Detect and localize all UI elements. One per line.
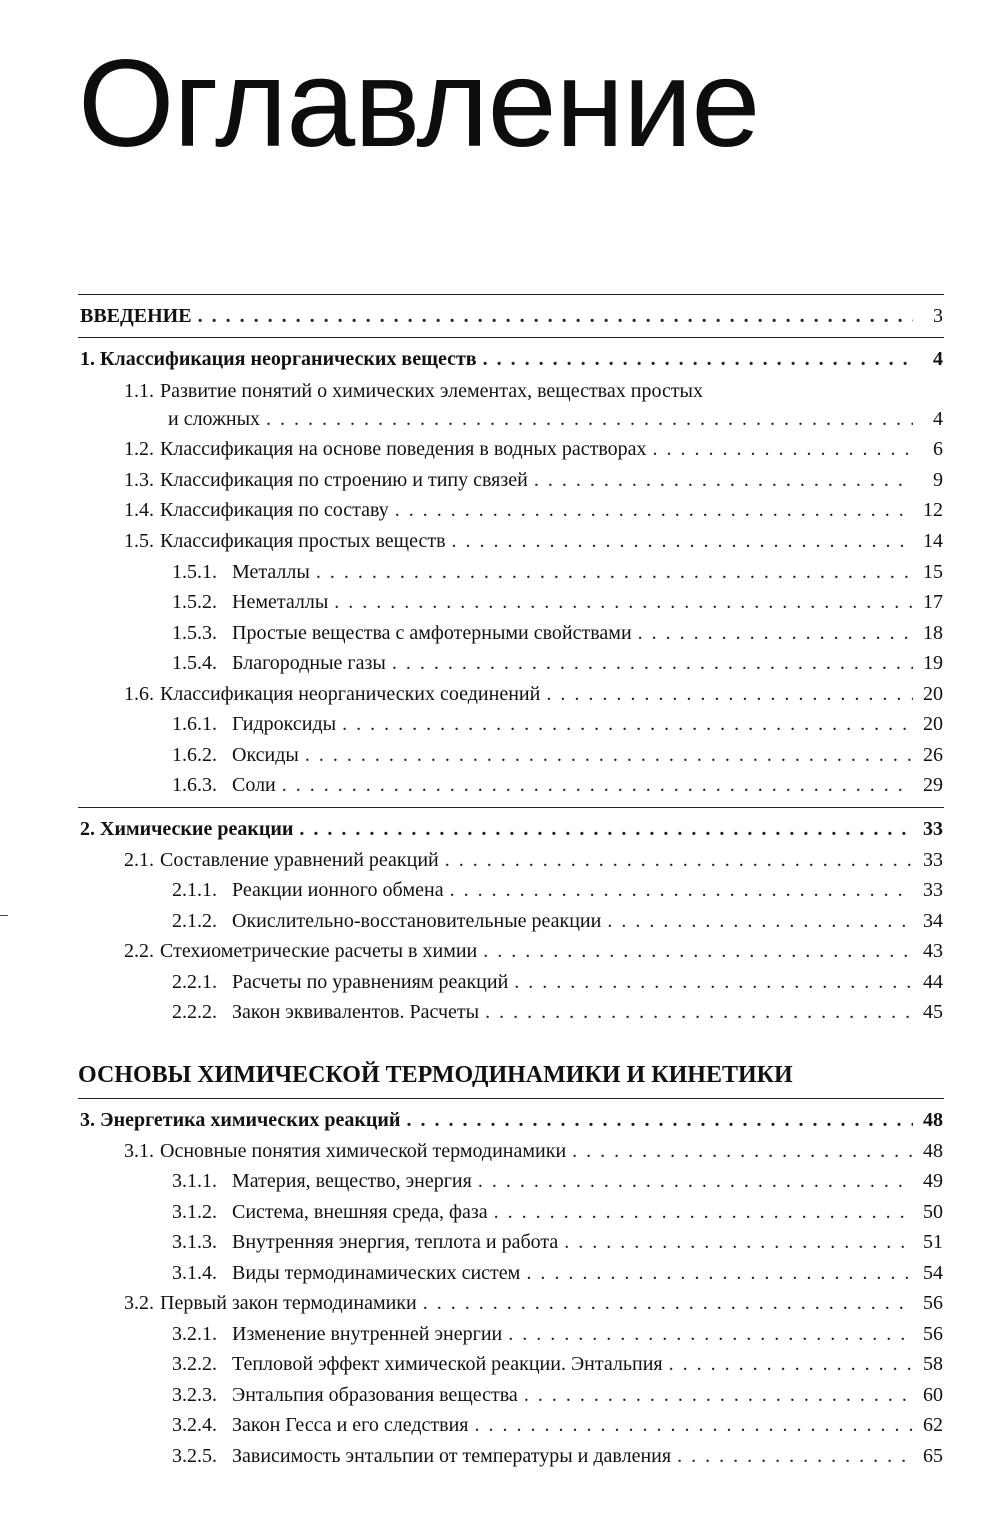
toc-entry-1-6-3[interactable] [172,770,943,800]
toc-entry-number: 1.6.3. [172,774,217,796]
dot-leader [485,997,913,1027]
toc-entry-1-5-4[interactable] [172,648,943,678]
toc-entry-number: 2.2.2. [172,1001,217,1023]
toc-entry-1-4[interactable] [124,495,943,525]
dot-leader [494,1197,913,1227]
toc-entry-1-2[interactable] [124,434,943,464]
toc-entry-label: Составление уравнений реакций [160,849,439,871]
dot-leader [483,344,913,374]
toc-entry-3-2[interactable] [124,1288,943,1318]
toc-entry-label: и сложных [168,408,261,430]
divider-rule [78,337,944,338]
dot-leader [677,1441,913,1471]
toc-entry-label: Гидроксиды [232,713,337,735]
toc-entry-chapter-3[interactable] [80,1105,943,1135]
dot-leader [564,1227,913,1257]
toc-entry-3-1-1[interactable] [172,1166,943,1196]
dot-leader [514,967,913,997]
toc-page-number: 4 [933,408,943,430]
toc-entry-label: Оксиды [232,744,299,766]
toc-entry-1-5-3[interactable] [172,618,943,648]
toc-entry-1-5-2[interactable] [172,587,943,617]
toc-entry-label: Классификация по составу [160,499,389,521]
toc-entry-number: 3.1.1. [172,1170,217,1192]
toc-entry-number: 1.5.4. [172,652,217,674]
toc-entry-number: 3.1.4. [172,1262,217,1284]
toc-entry-number: 1.5. [124,530,154,552]
dot-leader [305,740,913,770]
dot-leader [546,679,913,709]
toc-page-number: 29 [923,774,943,796]
toc-entry-label: Виды термодинамических систем [232,1262,521,1284]
toc-entry-1-6-2[interactable] [172,740,943,770]
toc-entry-label: Расчеты по уравнениям реакций [232,971,509,993]
toc-entry-number: 3.1.3. [172,1231,217,1253]
toc-entry-chapter-2[interactable] [80,814,943,844]
toc-entry-number: 2.1.2. [172,910,217,932]
toc-page-number: 62 [923,1414,943,1436]
toc-entry-number: 3.1.2. [172,1201,217,1223]
dot-leader [445,845,913,875]
toc-page-number: 60 [923,1384,943,1406]
toc-entry-number: 2.1.1. [172,879,217,901]
toc-entry-number: 1.6. [124,683,154,705]
toc-entry-3-1[interactable] [124,1136,943,1166]
dot-leader [478,1166,913,1196]
toc-page-number: 51 [923,1231,943,1253]
toc-entry-label: Соли [232,774,276,796]
toc-entry-label: Развитие понятий о химических элементах, веществах простых [160,380,703,402]
toc-entry-label: Закон эквивалентов. Расчеты [232,1001,480,1023]
toc-page-number: 45 [923,1001,943,1023]
toc-page-number: 12 [923,499,943,521]
toc-entry-3-2-1[interactable] [172,1319,943,1349]
dot-leader [395,495,913,525]
toc-entry-label: ВВЕДЕНИЕ [80,305,192,327]
dot-leader [299,814,913,844]
toc-entry-number: 1.6.2. [172,744,217,766]
toc-entry-3-2-3[interactable] [172,1380,943,1410]
toc-entry-label: Простые вещества с амфотерными свойствами [232,622,632,644]
toc-entry-2-1-2[interactable] [172,906,943,936]
toc-entry-label: Классификация по строению и типу связей [160,469,528,491]
dot-leader [392,648,913,678]
toc-entry-1-1[interactable] [124,376,943,406]
toc-entry-label: Металлы [232,561,310,583]
toc-entry-2-1-1[interactable] [172,875,943,905]
dot-leader [198,301,913,331]
toc-page-number: 9 [933,469,943,491]
toc-entry-number: 1.2. [124,438,154,460]
toc-page-number: 33 [923,879,943,901]
toc-entry-number: 2.1. [124,849,154,871]
toc-entry-3-2-5[interactable] [172,1441,943,1471]
toc-page-number: 20 [923,683,943,705]
toc-entry-label: Неметаллы [232,591,329,613]
toc-entry-1-3[interactable] [124,465,943,495]
toc-entry-1-6-1[interactable] [172,709,943,739]
toc-entry-3-1-3[interactable] [172,1227,943,1257]
toc-page-number: 15 [923,561,943,583]
dot-leader [534,465,913,495]
toc-entry-label: Изменение внутренней энергии [232,1323,503,1345]
toc-entry-label: Благородные газы [232,652,386,674]
toc-entry-1-5[interactable] [124,526,943,556]
toc-entry-label: Классификация простых веществ [160,530,446,552]
toc-page-number: 56 [923,1292,943,1314]
dot-leader [423,1288,913,1318]
toc-entry-label: Энтальпия образования вещества [232,1384,518,1406]
toc-entry-number: 1.1. [124,380,154,402]
toc-page-number: 49 [923,1170,943,1192]
toc-entry-label: 3. Энергетика химических реакций [80,1109,401,1131]
toc-entry-1-1-continued[interactable] [168,404,943,434]
toc-entry-label: Закон Гесса и его следствия [232,1414,469,1436]
toc-entry-label: Реакции ионного обмена [232,879,444,901]
toc-entry-label: Окислительно-восстановительные реакции [232,910,602,932]
toc-entry-label: Основные понятия химической термодинамики [160,1140,567,1162]
dot-leader [406,1105,913,1135]
toc-entry-number: 2.2.1. [172,971,217,993]
toc-entry-label: Внутренняя энергия, теплота и работа [232,1231,559,1253]
dot-leader [607,906,913,936]
toc-page-number: 14 [923,530,943,552]
toc-page-number: 18 [923,622,943,644]
dot-leader [334,587,913,617]
dot-leader [669,1349,913,1379]
toc-entry-2-2-1[interactable] [172,967,943,997]
toc-entry-label: Классификация неорганических соединений [160,683,541,705]
toc-page-number: 44 [923,971,943,993]
toc-page-number: 50 [923,1201,943,1223]
dot-leader [316,557,913,587]
margin-mark [0,915,8,916]
dot-leader [474,1410,913,1440]
divider-rule [78,294,944,295]
toc-entry-number: 3.2. [124,1292,154,1314]
toc-entry-3-1-4[interactable] [172,1258,943,1288]
toc-entry-1-5-1[interactable] [172,557,943,587]
toc-entry-number: 1.6.1. [172,713,217,735]
toc-entry-number: 3.2.1. [172,1323,217,1345]
toc-page-number: 20 [923,713,943,735]
dot-leader [342,709,913,739]
toc-entry-label: 1. Классификация неорганических веществ [80,348,477,370]
dot-leader [653,434,913,464]
toc-entry-2-2[interactable] [124,936,943,966]
dot-leader [452,526,913,556]
dot-leader [508,1319,913,1349]
dot-leader [282,770,913,800]
toc-entry-1-6[interactable] [124,679,943,709]
toc-entry-2-1[interactable] [124,845,943,875]
toc-entry-number: 3.2.3. [172,1384,217,1406]
toc-entry-number: 1.4. [124,499,154,521]
toc-entry-label: Стехиометрические расчеты в химии [160,940,478,962]
toc-page-number: 26 [923,744,943,766]
toc-entry-number: 3.2.2. [172,1353,217,1375]
toc-entry-number: 3.2.5. [172,1445,217,1467]
toc-entry-3-1-2[interactable] [172,1197,943,1227]
dot-leader [524,1380,913,1410]
dot-leader [526,1258,913,1288]
dot-leader [638,618,913,648]
toc-page-number: 17 [923,591,943,613]
toc-entry-label: 2. Химические реакции [80,818,294,840]
toc-page-number: 48 [923,1140,943,1162]
page-title: Оглавление [78,35,760,173]
toc-entry-label: Система, внешняя среда, фаза [232,1201,488,1223]
dot-leader [266,404,913,434]
toc-page-number: 34 [923,910,943,932]
toc-page-number: 54 [923,1262,943,1284]
divider-rule [78,1098,944,1099]
toc-entry-number: 1.3. [124,469,154,491]
toc-entry-label: Классификация на основе поведения в водных растворах [160,438,647,460]
toc-page-number: 43 [923,940,943,962]
toc-page-number: 3 [933,305,943,327]
toc-page-number: 58 [923,1353,943,1375]
toc-page-number: 56 [923,1323,943,1345]
toc-entry-intro[interactable] [80,301,943,331]
dot-leader [572,1136,913,1166]
toc-entry-number: 2.2. [124,940,154,962]
toc-entry-label: Зависимость энтальпии от температуры и давления [232,1445,672,1467]
toc-entry-label: Тепловой эффект химической реакции. Энтальпия [232,1353,663,1375]
toc-page-number: 4 [933,348,943,370]
toc-page-number: 6 [933,438,943,460]
toc-entry-number: 3.1. [124,1140,154,1162]
dot-leader [483,936,913,966]
toc-entry-label: Материя, вещество, энергия [232,1170,472,1192]
divider-rule [78,807,944,808]
toc-page-number: 65 [923,1445,943,1467]
toc-entry-number: 1.5.3. [172,622,217,644]
toc-entry-number: 3.2.4. [172,1414,217,1436]
toc-page-number: 33 [923,818,943,840]
toc-entry-label: Первый закон термодинамики [160,1292,417,1314]
toc-entry-3-2-2[interactable] [172,1349,943,1379]
toc-page-number: 48 [923,1109,943,1131]
part-heading: ОСНОВЫ ХИМИЧЕСКОЙ ТЕРМОДИНАМИКИ И КИНЕТИКИ [78,1062,793,1088]
toc-page-number: 33 [923,849,943,871]
toc-page-number: 19 [923,652,943,674]
toc-entry-chapter-1[interactable] [80,344,943,374]
toc-entry-number: 1.5.2. [172,591,217,613]
toc-entry-3-2-4[interactable] [172,1410,943,1440]
toc-entry-number: 1.5.1. [172,561,217,583]
toc-entry-2-2-2[interactable] [172,997,943,1027]
dot-leader [450,875,913,905]
